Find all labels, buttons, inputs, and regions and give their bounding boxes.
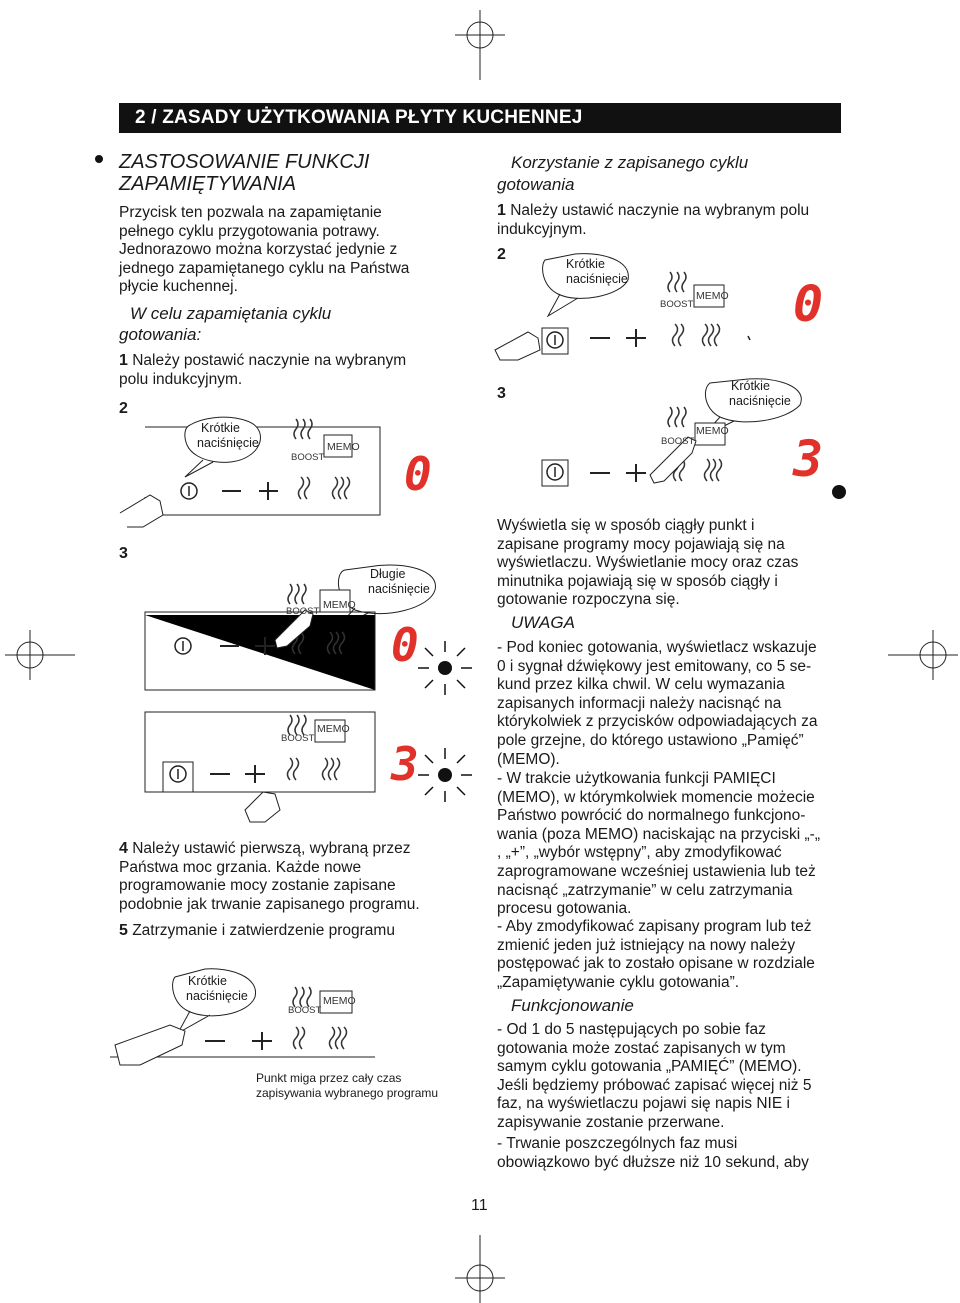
paragraph-line: wania (poza MEMO) naciskając na przyciski „-„ [497, 825, 821, 843]
left-heading [119, 151, 449, 195]
step-text: programowanie mocy zostanie zapisane [119, 877, 396, 895]
step-number: 1 [119, 352, 128, 369]
page-number: 11 [471, 1197, 488, 1214]
callout-text: naciśnięcie [566, 272, 628, 286]
step-text: indukcyjnym. [497, 220, 587, 238]
step-number: 1 [497, 202, 506, 219]
blink-note [256, 1071, 466, 1101]
step-number: 4 [119, 840, 128, 857]
boost-label: BOOST [286, 606, 320, 617]
callout-text: Krótkie [201, 421, 240, 435]
right-display-paragraph [497, 517, 842, 610]
boost-label: BOOST [288, 1005, 322, 1016]
func-paragraph-2 [497, 1135, 847, 1172]
cooktop-panel-left-step2 [115, 415, 585, 525]
paragraph-line: minutnika pojawiają się w sposób ciągły i [497, 572, 778, 590]
registration-mark-top [455, 10, 505, 80]
paragraph-line: - Pod koniec gotowania, wyświetlacz wskazuje [497, 639, 817, 656]
display-digit-blinking: 3 [391, 737, 419, 791]
right-step3-number: 3 [497, 385, 506, 402]
callout-text: naciśnięcie [197, 436, 259, 450]
registration-mark-right [888, 630, 958, 680]
memo-label: MEMO [696, 425, 729, 437]
step-text: polu indukcyjnym. [119, 370, 243, 388]
callout-long-press [368, 567, 448, 597]
paragraph-line: „Zapamiętywanie cyklu gotowania”. [497, 973, 740, 991]
paragraph-line: postępować jak to zostało opisane w rozdziale [497, 955, 815, 973]
intro-line: płycie kuchennej. [119, 278, 238, 296]
callout-short-press [729, 379, 804, 409]
paragraph-line: zapisywanie zostanie przerwane. [497, 1113, 725, 1131]
paragraph-line: , „+”, „wybór wstępny”, aby zmodyfikować [497, 844, 782, 862]
step-text: Należy postawić naczynie na wybranym [132, 352, 407, 369]
paragraph-line: samym cyklu gotowania „PAMIĘĆ” (MEMO). [497, 1058, 802, 1076]
right-step2-number: 2 [497, 246, 506, 263]
funkcjonowanie-heading: Funkcjonowanie [511, 996, 634, 1015]
paragraph-line: procesu gotowania. [497, 900, 632, 918]
paragraph-line: Państwo powrócić do normalnego funkcjono- [497, 807, 806, 825]
intro-line: jednego zapamiętanego cyklu na Państwa [119, 259, 410, 277]
paragraph-line: gotowania może zostać zapisanych w tym [497, 1039, 786, 1057]
paragraph-line: Wyświetla się w sposób ciągły punkt i [497, 517, 755, 534]
registration-mark-bottom [455, 1235, 505, 1303]
memo-label: MEMO [317, 723, 350, 735]
boost-label: BOOST [660, 299, 694, 310]
intro-line: Przycisk ten pozwala na zapamiętanie [119, 204, 382, 221]
paragraph-line: faz, na wyświetlaczu pojawi się napis NIE i [497, 1095, 790, 1113]
paragraph-line: - Od 1 do 5 następujących po sobie faz [497, 1021, 766, 1038]
subheading-line: W celu zapamiętania cyklu [130, 304, 332, 323]
paragraph-line: nacisnąć „zatrzymanie” w celu zatrzymania [497, 881, 793, 899]
left-subheading [119, 303, 332, 345]
uwaga-paragraph-3 [497, 918, 847, 992]
paragraph-line: (MEMO), w którymkolwiek momencie możecie [497, 788, 815, 806]
left-step2-number: 2 [119, 400, 128, 417]
subheading-line: gotowania: [119, 325, 202, 344]
func-paragraph-1 [497, 1021, 847, 1133]
callout-short-press [186, 974, 261, 1004]
paragraph-line: kund przez kilka chwil. W celu wymazania [497, 676, 785, 694]
right-heading-line: Korzystanie z zapisanego cyklu [511, 153, 749, 172]
intro-line: Jednorazowo można korzystać jedynie z [119, 241, 398, 259]
paragraph-line: zmienić jeden już istniejący na nowy należy [497, 936, 796, 954]
note-line: zapisywania wybranego programu [256, 1086, 439, 1100]
step-text: podobnie jak trwanie zapisanego programu. [119, 895, 420, 913]
blink-burst-icon [415, 745, 475, 810]
paragraph-line: pole grzejne, do którego ustawiono „Pamięć” [497, 731, 804, 749]
paragraph-line: (MEMO). [497, 750, 560, 768]
callout-short-press [566, 257, 641, 287]
cooktop-panel-right-step2 [490, 250, 830, 370]
callout-text: naciśnięcie [729, 394, 791, 408]
paragraph-line: obowiązkowo być dłuższe niż 10 sekund, aby [497, 1153, 809, 1171]
display-digit: 3 [793, 430, 824, 488]
memo-label: MEMO [323, 995, 356, 1007]
section-title: 2 / ZASADY UŻYTKOWANIA PŁYTY KUCHENNEJ [135, 107, 583, 128]
memo-label: MEMO [323, 599, 356, 611]
paragraph-line: wyświetlaczu. Wyświetlanie mocy oraz czas [497, 554, 799, 572]
display-digit-blinking: 0 [391, 618, 419, 672]
callout-text: Długie [370, 567, 406, 581]
boost-label: BOOST [291, 452, 325, 463]
display-digit: 0 [793, 275, 824, 333]
bullet-dot [95, 155, 103, 163]
step-text: Państwa moc grzania. Każde nowe [119, 858, 362, 876]
uwaga-paragraph-2 [497, 770, 847, 919]
uwaga-heading: UWAGA [511, 613, 575, 632]
paragraph-line: zaprogramowane wcześniej ustawienia lub też [497, 862, 816, 880]
display-digit: 0 [404, 447, 432, 501]
boost-label: BOOST [281, 733, 315, 744]
section-header [119, 103, 841, 133]
paragraph-line: zapisanych informacji należy nacisnąć na [497, 694, 782, 712]
callout-text: Krótkie [188, 974, 227, 988]
callout-text: naciśnięcie [368, 582, 430, 596]
left-step4 [119, 840, 464, 914]
intro-line: pełnego cyklu przygotowania potrawy. [119, 222, 380, 240]
callout-short-press [197, 421, 267, 451]
paragraph-line: - Aby zmodyfikować zapisany program lub też [497, 918, 812, 935]
left-heading-line: ZASTOSOWANIE FUNKCJI [119, 151, 370, 173]
left-step1 [119, 352, 459, 389]
paragraph-line: Jeśli będziemy próbować zapisać więcej niż 5 [497, 1076, 812, 1094]
left-step5 [119, 922, 464, 941]
right-heading-line: gotowania [497, 175, 575, 194]
paragraph-line: 0 i sygnał dźwiękowy jest emitowany, co 5 se- [497, 657, 812, 675]
paragraph-line: - W trakcie użytkowania funkcji PAMIĘCI [497, 770, 776, 787]
right-heading [497, 152, 748, 196]
memo-label: MEMO [327, 441, 360, 453]
left-heading-line: ZAPAMIĘTYWANIA [119, 173, 297, 195]
callout-text: Krótkie [566, 257, 605, 271]
memory-dot-indicator [832, 485, 846, 499]
left-intro [119, 204, 459, 297]
left-step3-number: 3 [119, 545, 128, 562]
uwaga-paragraph-1 [497, 639, 847, 769]
paragraph-line: gotowanie rozpoczyna się. [497, 591, 680, 609]
paragraph-line: którykolwiek z przycisków odpowiadających za [497, 713, 818, 731]
registration-mark-left [5, 630, 75, 680]
note-line: Punkt miga przez cały czas [256, 1071, 402, 1085]
step-text: Zatrzymanie i zatwierdzenie programu [132, 922, 395, 939]
paragraph-line: zapisane programy mocy pojawiają się na [497, 535, 785, 553]
memo-label: MEMO [696, 290, 729, 302]
step-text: Należy ustawić naczynie na wybranym polu [510, 202, 810, 219]
boost-label: BOOST [661, 436, 695, 447]
step-number: 5 [119, 922, 128, 939]
paragraph-line: - Trwanie poszczególnych faz musi [497, 1135, 738, 1152]
callout-text: naciśnięcie [186, 989, 248, 1003]
right-step1 [497, 202, 842, 239]
step-text: Należy ustawić pierwszą, wybraną przez [132, 840, 411, 857]
blink-burst-icon [415, 638, 475, 703]
callout-text: Krótkie [731, 379, 770, 393]
